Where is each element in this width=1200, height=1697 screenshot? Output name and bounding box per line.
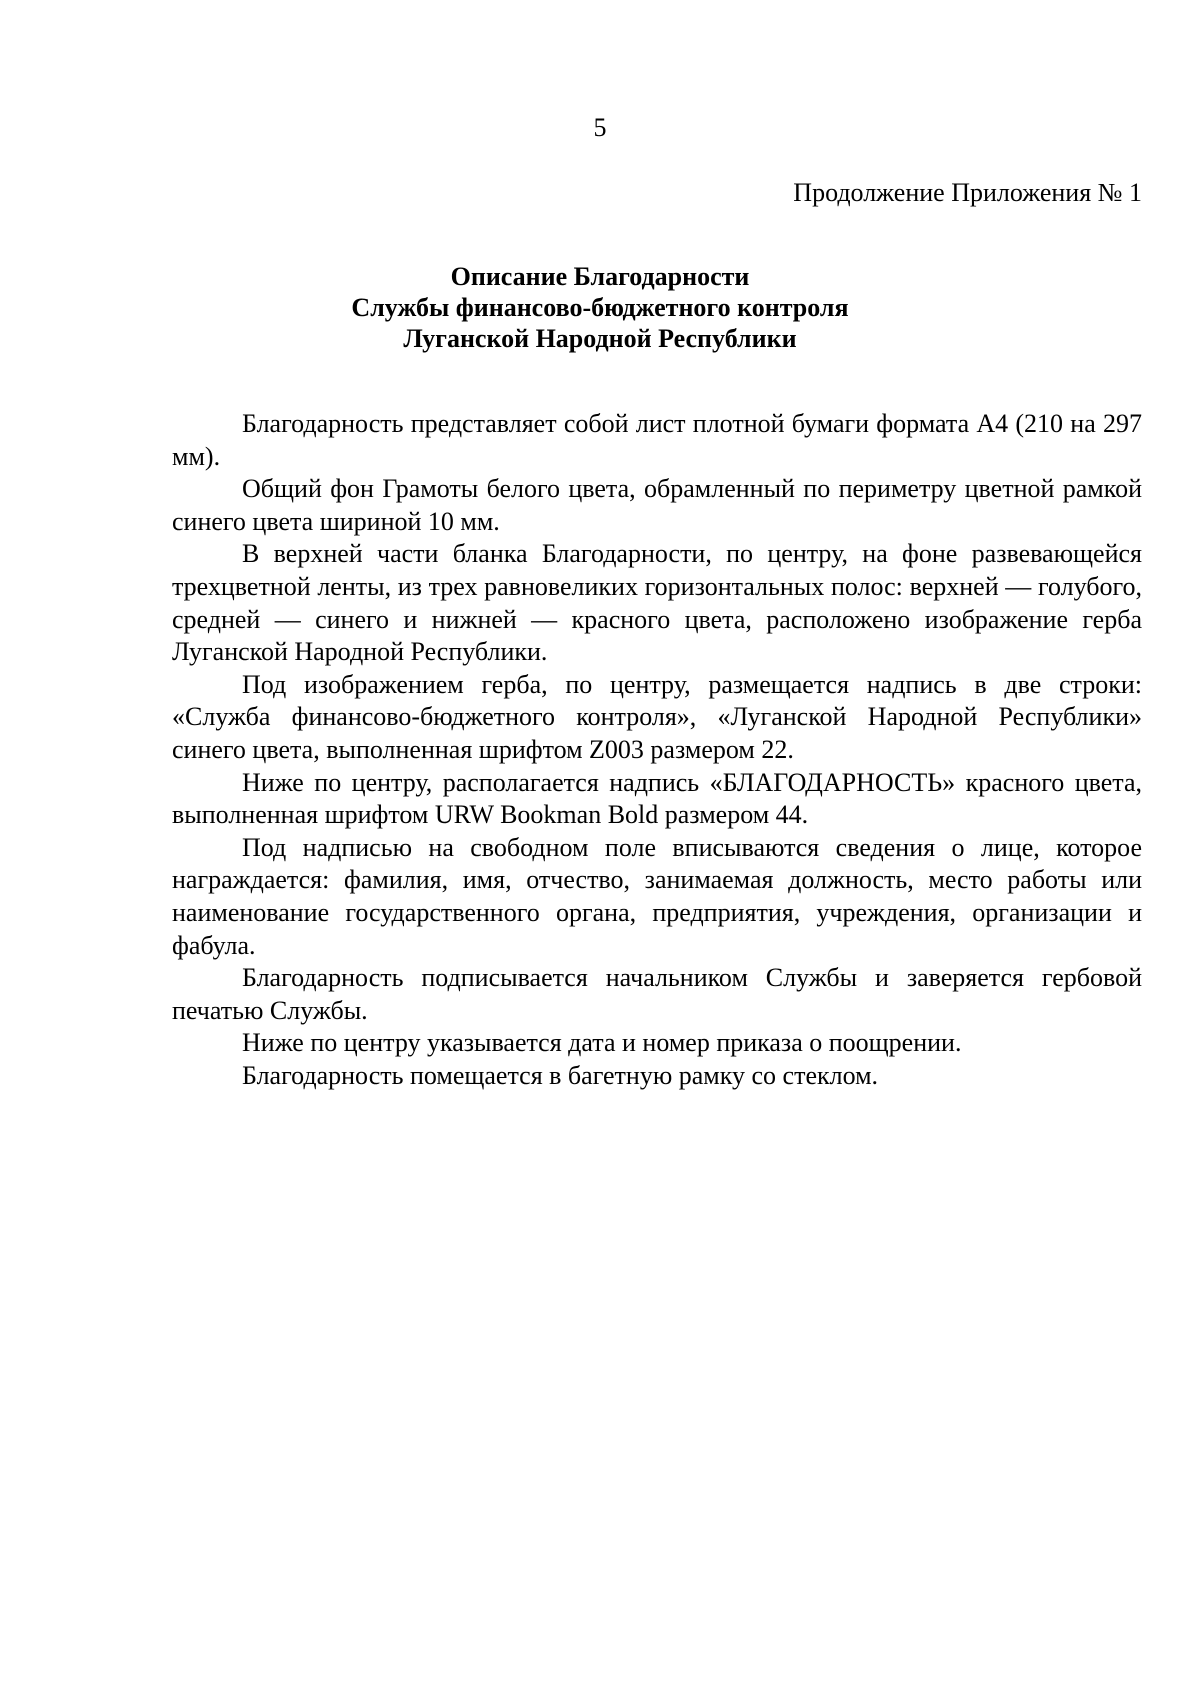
paragraph-format: Благодарность представляет собой лист плотной бумаги формата А4 (210 на 297 мм). (172, 409, 1142, 471)
paragraph-recipient-info: Под надписью на свободном поле вписываются сведения о лице, которое награждается: фамилия, имя, отчество, занимаемая должность, место работы или наименование государственного органа, предприятия, учреждения, организации и фабула. (172, 832, 1142, 960)
paragraph-frame: Благодарность помещается в багетную рамку со стеклом. (242, 1060, 879, 1090)
paragraph-emblem: В верхней части бланка Благодарности, по центру, на фоне развевающейся трехцветной ленты, из трех равновеликих горизонтальных полос: верхней — голубого, средней — синего и нижней — красного цвета, расположено изображение герба Луганской Народной Республики. (172, 539, 1142, 667)
page-number: 5 (593, 113, 607, 142)
document-title (0, 261, 1200, 354)
paragraph-signature: Благодарность подписывается начальником Службы и заверяется гербовой печатью Службы. (172, 963, 1142, 1025)
paragraph-title-word: Ниже по центру, располагается надпись «БЛАГОДАРНОСТЬ» красного цвета, выполненная шрифтом URW Bookman Bold размером 44. (172, 767, 1142, 830)
paragraph-inscription: Под изображением герба, по центру, размещается надпись в две строки: «Служба финансово-бюджетного контроля», «Луганской Народной Республики» синего цвета, выполненная шрифтом Z003 размером 22. (172, 669, 1142, 764)
paragraph-background: Общий фон Грамоты белого цвета, обрамленный по периметру цветной рамкой синего цвета шириной 10 мм. (172, 474, 1142, 536)
title-line-2: Службы финансово-бюджетного контроля (351, 293, 849, 322)
appendix-continuation-note: Продолжение Приложения № 1 (793, 178, 1142, 207)
title-line-3: Луганской Народной Республики (403, 324, 797, 353)
title-line-1: Описание Благодарности (450, 262, 750, 291)
paragraph-date-order: Ниже по центру указывается дата и номер приказа о поощрении. (242, 1028, 962, 1058)
document-body (172, 408, 1142, 1092)
